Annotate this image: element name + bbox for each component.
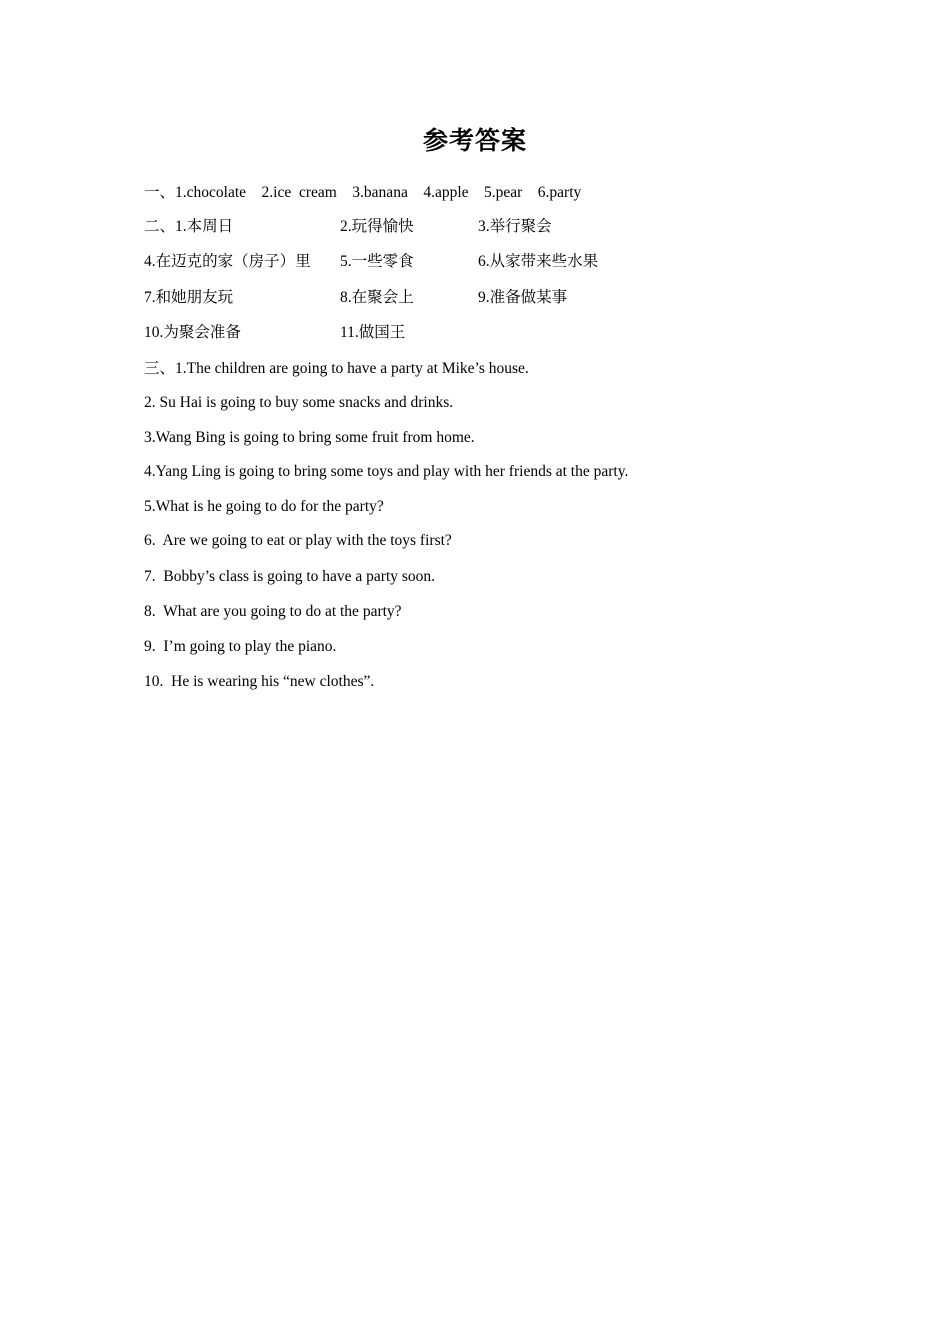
section-2-cell: 2.玩得愉快	[340, 218, 414, 235]
section-2-cell: 11.做国王	[340, 324, 406, 341]
sentence-line: 2. Su Hai is going to buy some snacks and drinks.	[144, 394, 454, 411]
section-2-cell: 4.在迈克的家（房子）里	[144, 253, 311, 270]
section-2-cell: 8.在聚会上	[340, 289, 414, 306]
section-2-cell: 二、1.本周日	[144, 218, 234, 235]
section-2-cell: 5.一些零食	[340, 253, 414, 270]
sentence-line: 10. He is wearing his “new clothes”.	[144, 673, 375, 690]
sentence-line: 三、1.The children are going to have a party at Mike’s house.	[144, 360, 529, 377]
section-1-answers: 一、1.chocolate 2.ice cream 3.banana 4.apple 5.pear 6.party	[144, 184, 582, 201]
section-2-cell: 10.为聚会准备	[144, 324, 241, 341]
sentence-line: 3.Wang Bing is going to bring some fruit from home.	[144, 429, 475, 446]
sentence-line: 5.What is he going to do for the party?	[144, 498, 384, 515]
sentence-line: 4.Yang Ling is going to bring some toys and play with her friends at the party.	[144, 463, 629, 480]
section-2-cell: 7.和她朋友玩	[144, 289, 234, 306]
section-2-cell: 6.从家带来些水果	[478, 253, 599, 270]
sentence-line: 6. Are we going to eat or play with the toys first?	[144, 532, 452, 549]
sentence-line: 7. Bobby’s class is going to have a party soon.	[144, 568, 436, 585]
section-2-cell: 3.举行聚会	[478, 218, 552, 235]
sentence-line: 9. I’m going to play the piano.	[144, 638, 337, 655]
sentence-line: 8. What are you going to do at the party?	[144, 603, 402, 620]
page-title: 参考答案	[422, 128, 527, 155]
section-2-cell: 9.准备做某事	[478, 289, 568, 306]
